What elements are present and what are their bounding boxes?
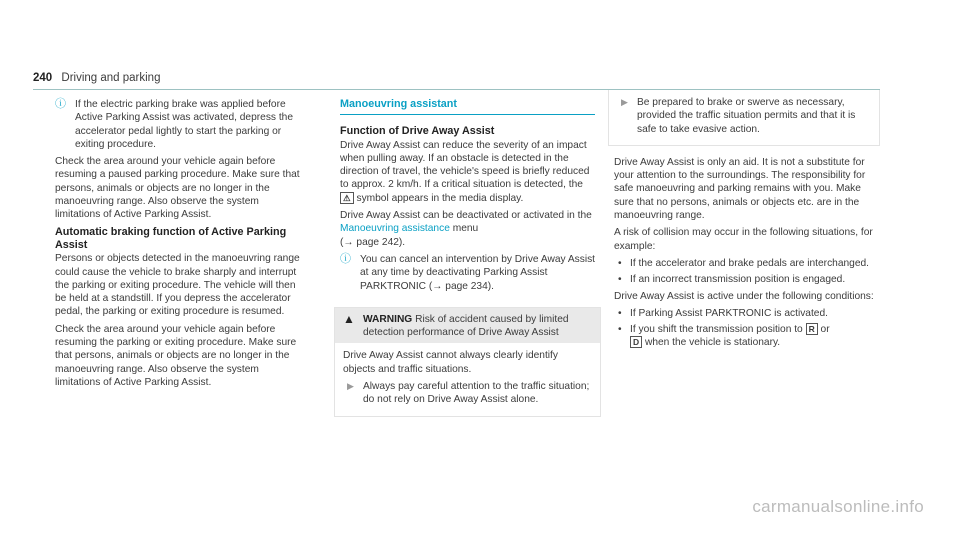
watermark: carmanualsonline.info: [752, 497, 924, 516]
warning-symbol-icon: ⚠: [340, 192, 354, 204]
paragraph: [340, 139, 595, 205]
text: symbol appears in the media display.: [356, 192, 524, 204]
note-text: If the electric parking brake was applied before Active Parking Assist was activated, depress the accelerator pedal lightly to start the parking or exiting procedure.: [75, 99, 294, 150]
column-3: [614, 98, 874, 353]
warning-continuation-box: [608, 90, 880, 146]
heading-drive-away-assist: Function of Drive Away Assist: [340, 125, 495, 138]
paragraph: Drive Away Assist is only an aid. It is not a substitute for your attention to the surroundings. The responsibility for safe manoeuvring and parking remains with you. Make sure that no persons, animals or objects etc. are in the manoeuvring range.: [614, 156, 866, 222]
note-text: You can cancel an intervention by Drive Away Assist at any time by deactivating Parking Assist PARKTRONIC (→ page 234).: [360, 253, 596, 292]
paragraph: Drive Away Assist is active under the following conditions:: [614, 290, 874, 302]
list-item: [614, 257, 874, 270]
warning-box: [334, 307, 601, 417]
paragraph: Persons or objects detected in the manoeuvring range could cause the vehicle to brake sharply and interrupt the parking or exiting procedure. The vehicle will then be held at a standstill. If you depress the accelerator pedal, the parking or exiting procedure is resumed.: [55, 253, 300, 318]
paragraph: Check the area around your vehicle again before resuming a paused parking procedure. Make sure that persons, animals or objects are no longer in the manoeuvring range. Also observe the system limitations of Active Parking Assist.: [55, 156, 300, 221]
section-name: Driving and parking: [61, 72, 161, 84]
gear-r-icon: R: [806, 323, 818, 335]
list-item: [614, 307, 874, 320]
warning-triangle-icon: ▲: [343, 311, 355, 326]
warning-text: Risk of accident caused by limited detection performance of Drive Away Assist: [363, 313, 569, 339]
warning-body: [335, 343, 600, 415]
instruction-step: [617, 96, 871, 136]
note-cancel-intervention: [340, 253, 595, 293]
instruction-text: Always pay careful attention to the traffic situation; do not rely on Drive Away Assist alone.: [363, 381, 590, 406]
warning-label: WARNING: [363, 313, 413, 325]
section-title: Manoeuvring assistant: [340, 98, 595, 115]
info-icon: ⓘ: [55, 98, 66, 110]
text: menu: [452, 223, 479, 235]
bullet-icon: •: [618, 257, 622, 269]
page-header: [33, 72, 160, 84]
instruction-text: Be prepared to brake or swerve as necessary, provided the traffic situation permits and that it is safe to take evasive action.: [637, 97, 856, 135]
warning-header: [335, 308, 600, 344]
heading-automatic-braking: Automatic braking function of Active Parking Assist: [55, 225, 287, 251]
list-item: [614, 273, 874, 286]
bullet-icon: •: [618, 324, 622, 336]
page-number: 240: [33, 72, 53, 84]
paragraph: [340, 209, 595, 249]
arrow-right-icon: ▶: [621, 97, 628, 107]
column-1: [55, 98, 305, 393]
bullet-icon: •: [618, 274, 622, 286]
bullet-text: If an incorrect transmission position is engaged.: [630, 274, 846, 286]
bullet-text: If Parking Assist PARKTRONIC is activated.: [630, 307, 828, 319]
paragraph: A risk of collision may occur in the following situations, for example:: [614, 227, 873, 252]
bullet-text: If you shift the transmission position to: [630, 324, 803, 336]
bullet-icon: •: [618, 307, 622, 319]
text: Drive Away Assist can reduce the severity of an impact when pulling away. If an obstacle is detected in the direction of travel, the vehicle's speed is briefly reduced to approx. 2 km/h. If a critical situation is detected, the: [340, 139, 590, 191]
bullet-text: or: [820, 324, 830, 336]
paragraph: Check the area around your vehicle again before resuming the parking or exiting procedure. Make sure that persons, animals or objects are no longer in the manoeuvring range. Also observe the system limitations of Active Parking Assist.: [55, 323, 297, 388]
column-2: [340, 98, 595, 423]
instruction-step: [343, 380, 592, 407]
info-icon: ⓘ: [340, 252, 351, 265]
arrow-right-icon: ▶: [347, 381, 354, 392]
note-electric-brake: [55, 98, 305, 151]
bullet-text: If the accelerator and brake pedals are interchanged.: [630, 257, 869, 269]
text: Drive Away Assist can be deactivated or activated in the: [340, 210, 592, 222]
paragraph: Drive Away Assist cannot always clearly identify objects and traffic situations.: [343, 350, 558, 375]
page-reference[interactable]: (→ page 242).: [340, 236, 406, 248]
menu-link[interactable]: Manoeuvring assistance: [340, 223, 450, 235]
bullet-text: when the vehicle is stationary.: [644, 337, 781, 349]
list-item: [614, 323, 874, 350]
gear-d-icon: D: [630, 336, 642, 348]
